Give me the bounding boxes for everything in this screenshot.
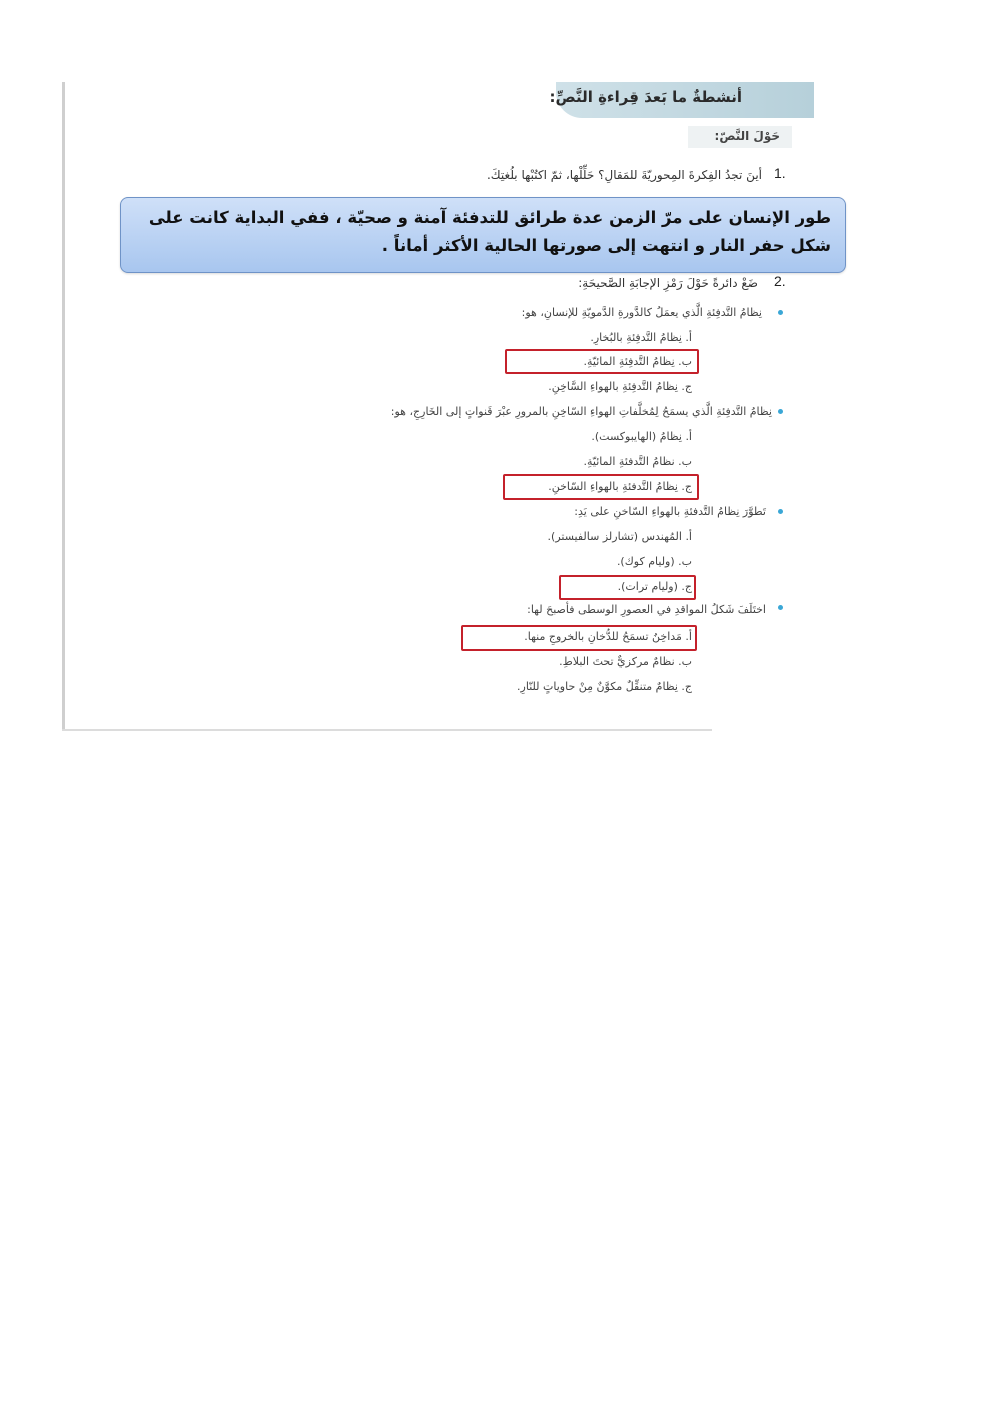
- item3-option-a: أ. المُهندس (تشارلز سالفيستر).: [547, 530, 692, 543]
- subsection-title: حَوْلَ النَّصّ:: [714, 129, 780, 143]
- correct-answer-mark: [503, 474, 699, 500]
- item1-option-c: ج. نِظامُ التَّدفِئةِ بالهواءِ السَّاخِنِ.: [548, 380, 692, 393]
- item4-option-b: ب. نظامٌ مركزيٌّ تحتَ البلاطِ.: [559, 655, 692, 668]
- bullet-icon: [778, 310, 783, 315]
- bullet-icon: [778, 605, 783, 610]
- item4-option-c: ج. نِظامٌ متنقِّلٌ مكوَّنٌ مِنْ حاوياتٍ للنّارِ.: [517, 680, 692, 693]
- correct-answer-mark: [559, 575, 696, 600]
- item1-stem: نِظامُ التَّدفِئةِ الَّذي يعمَلُ كالدَّورةِ الدَّمويّةِ للإنسانِ، هو:: [521, 306, 762, 319]
- item2-option-c: ج. نِظامُ التَّدفئةِ بالهواءِ السّاخنِ.: [548, 480, 692, 493]
- bullet-icon: [778, 409, 783, 414]
- answer-box: [120, 197, 846, 273]
- question1-text: أينَ تجدُ الفِكرةَ المِحوريّةَ للمَقالِ؟ حَلِّلْها، ثمّ اكتُبْها بلُغتِكَ.: [486, 168, 762, 182]
- item2-option-a: أ. نِظامُ (الهايبوكست).: [591, 430, 692, 443]
- item2-stem: نِظامُ التَّدفِئةِ الَّذي يسمَحُ لِمُخلَّفاتِ الهواءِ السّاخِنِ بالمرورِ عبْرَ قَنواتٍ إلى الخَارِجِ، هو:: [390, 405, 772, 418]
- item3-option-c: ج. (وليام ترات).: [617, 580, 692, 593]
- item3-stem: تَطوَّرَ نِظامُ التَّدفئةِ بالهواءِ السّاخنِ على يَدِ:: [574, 505, 766, 518]
- page-bottom-border: [62, 729, 712, 731]
- question1-number: 1.: [774, 165, 786, 181]
- answer-line-1: طور الإنسان على مرّ الزمن عدة طرائق للتدفئة آمنة و صحيّة ، ففي البداية كانت على: [148, 208, 831, 227]
- question2-number: 2.: [774, 273, 786, 289]
- item3-option-b: ب. (وليام كوك).: [616, 555, 692, 568]
- item4-option-a: أ. مَداخِنُ تسمَحُ للدُّخانِ بالخروجِ منها.: [524, 630, 692, 643]
- item1-option-a: أ. نِظامُ التَّدفِئةِ بالبُخارِ.: [590, 331, 692, 344]
- item2-option-b: ب. نظامُ التَّدفئةِ المائيّةِ.: [583, 455, 692, 468]
- correct-answer-mark: [461, 625, 697, 651]
- item1-option-b: ب. نِظامُ التَّدفِئةِ المائيّةِ.: [583, 355, 692, 368]
- bullet-icon: [778, 509, 783, 514]
- section-title: أنشطةٌ ما بَعدَ قِراءةِ النَّصِّ:: [549, 88, 742, 106]
- answer-line-2: شكل حفر النار و انتهت إلى صورتها الحالية الأكثر أماناً .: [381, 236, 831, 255]
- page-left-border: [62, 82, 65, 730]
- item4-stem: اختَلَفَ شَكلُ المواقدِ في العصورِ الوسطى فأصبحَ لها:: [527, 603, 766, 616]
- correct-answer-mark: [505, 349, 699, 374]
- question2-text: ضَعْ دائرةً حَوْلَ رَمْزِ الإجابَةِ الصَّحيحَةِ:: [578, 276, 758, 290]
